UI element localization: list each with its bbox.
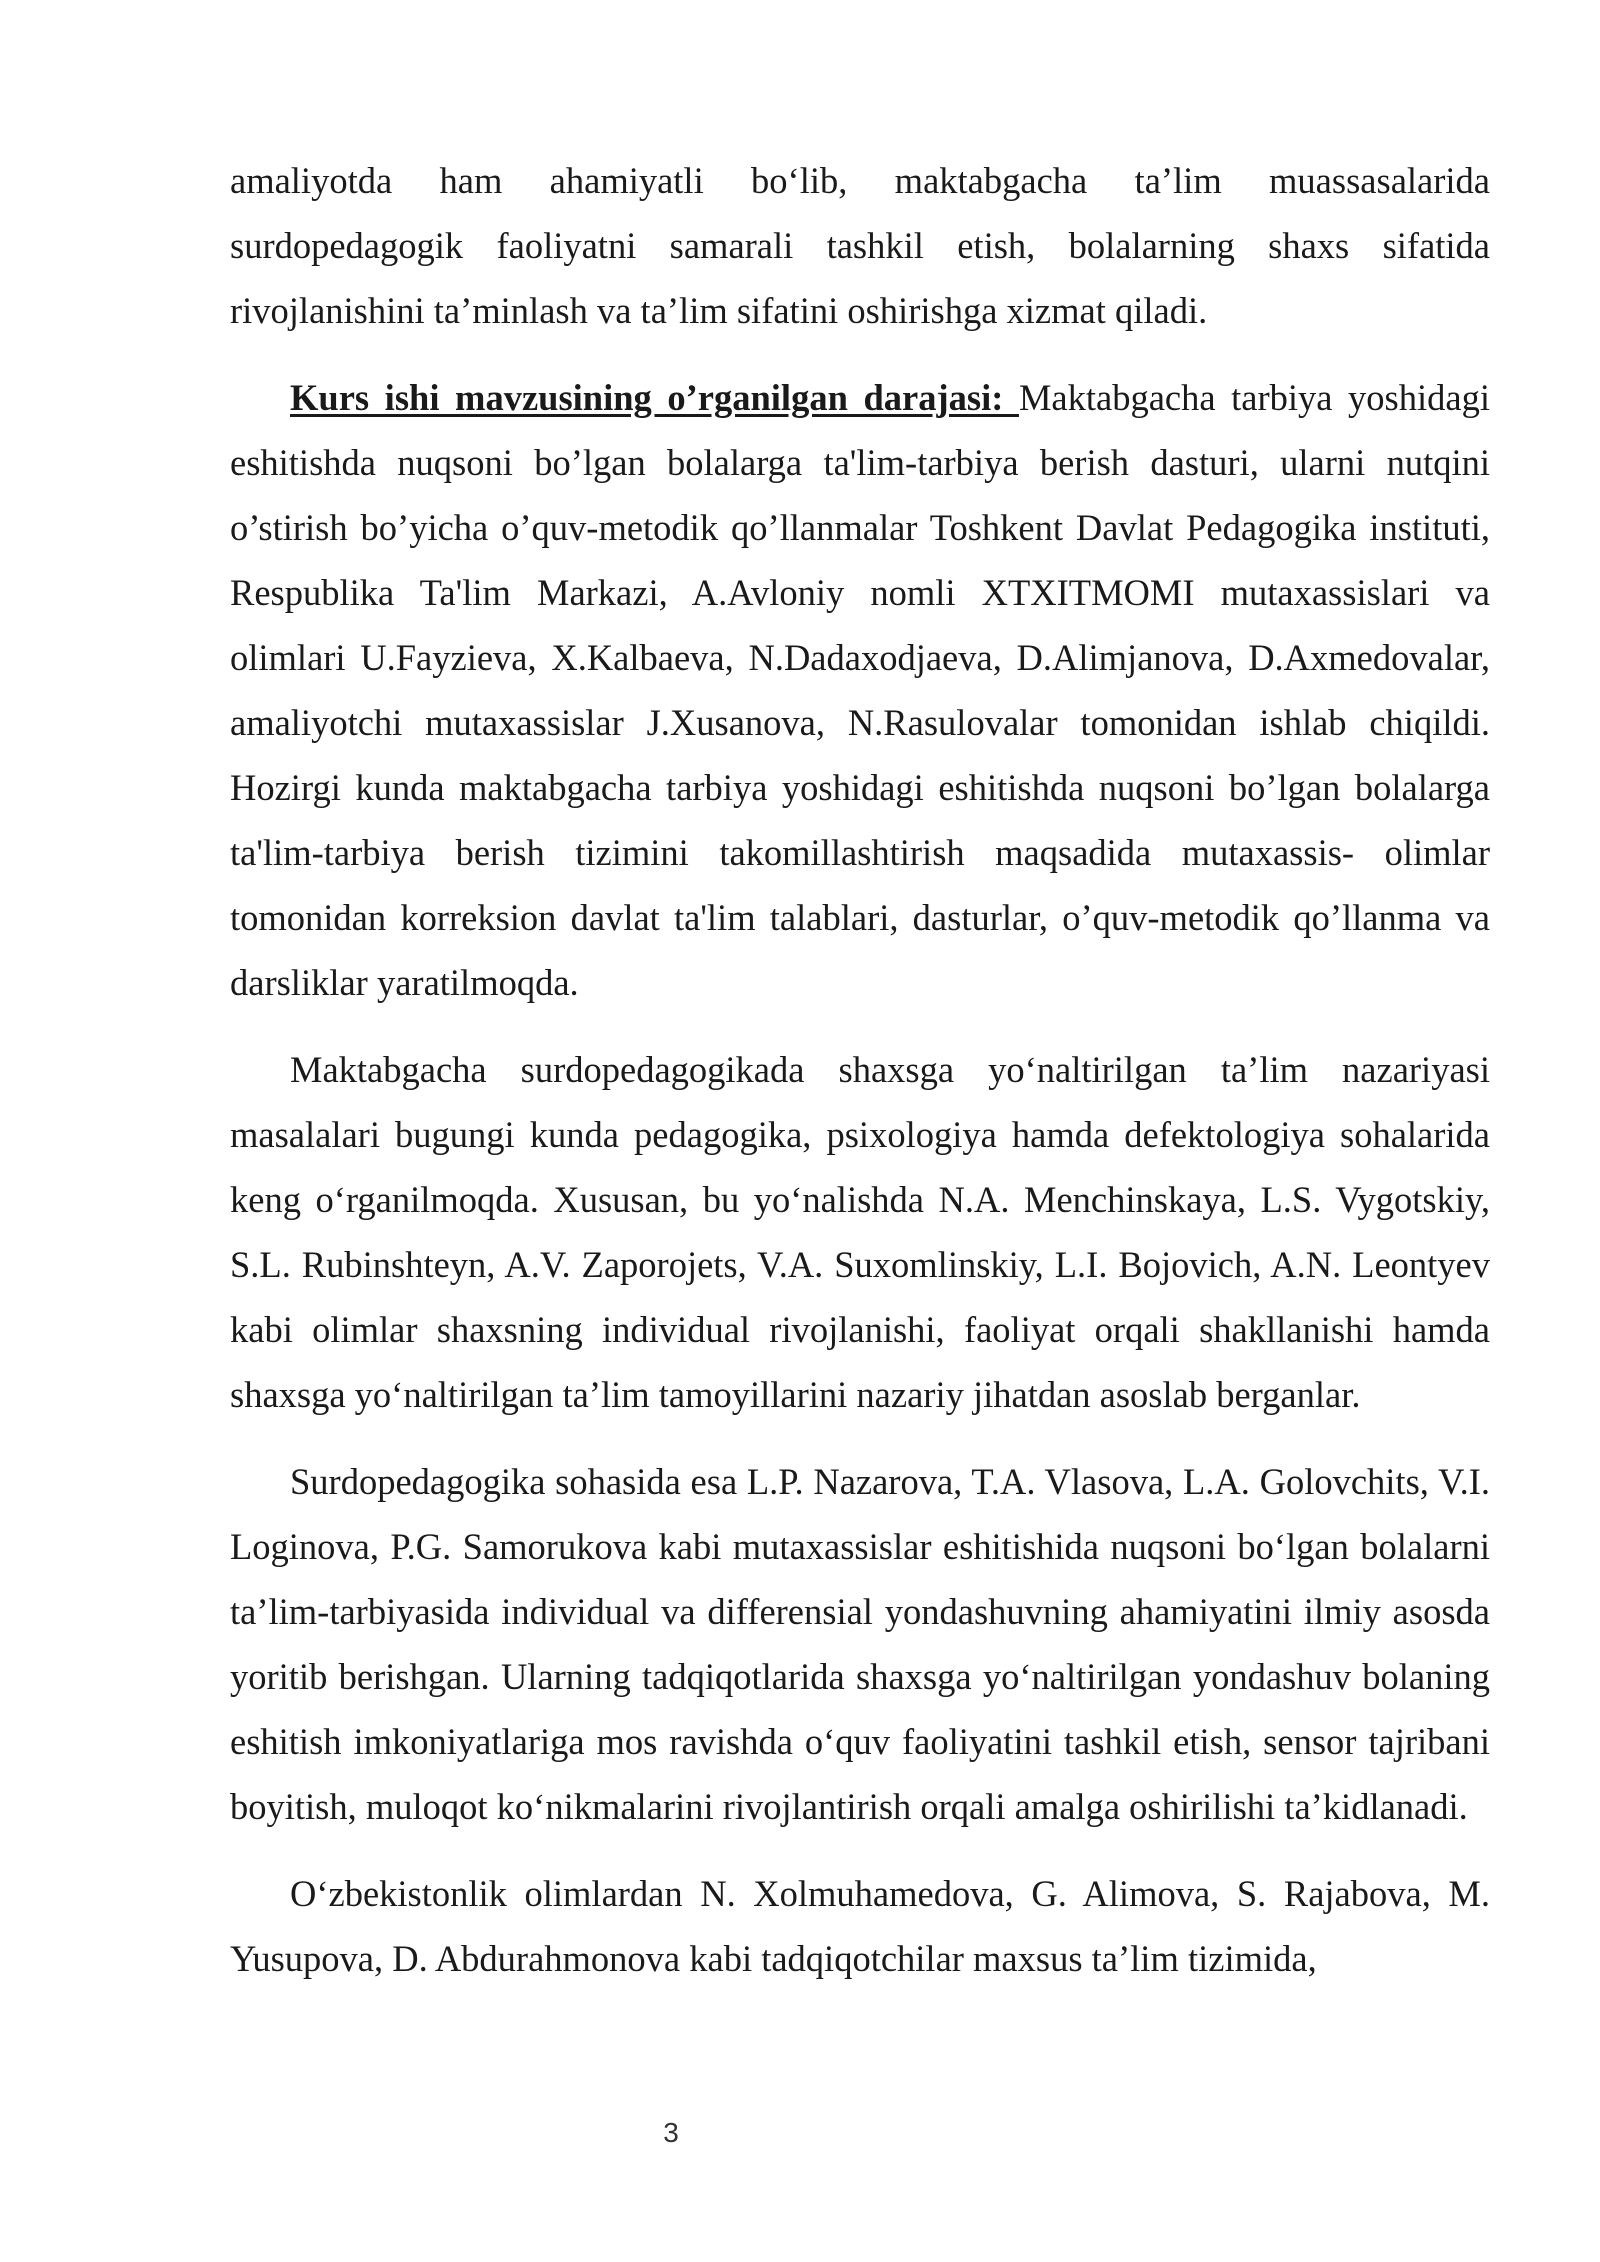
page-number: 3 — [663, 2117, 679, 2148]
paragraph-study-level — [230, 365, 1490, 1015]
paragraph-study-level-text: Maktabgacha tarbiya yoshidagi eshitishda nuqsoni bo’lgan bolalarga ta'lim-tarbiya berish dasturi, ularni nutqini o’stirish bo’yicha o’quv-metodik qo’llanmalar Toshkent Davlat Pedagogika instituti, Respublika Ta'lim Markazi, A.Avloniy nomli XTXITMOMI mutaxassislari va olimlari U.Fayzieva, X.Kalbaeva, N.Dadaxodjaeva, D.Alimjanova, D.Axmedovalar, amaliyotchi mutaxassislar J.Xusanova, N.Rasulovalar tomonidan ishlab chiqildi. Hozirgi kunda maktabgacha tarbiya yoshidagi eshitishda nuqsoni bo’lgan bolalarga ta'lim-tarbiya berish tizimini takomillashtirish maqsadida mutaxassis- olimlar tomonidan korreksion davlat ta'lim talablari, dasturlar, o’quv-metodik qo’llanma va darsliklar yaratilmoqda. — [230, 377, 1490, 1003]
section-heading-inline: Kurs ishi mavzusining o’rganilgan darajasi: — [290, 377, 1019, 418]
paragraph-personality-theory: Maktabgacha surdopedagogikada shaxsga yo‘naltirilgan ta’lim nazariyasi masalalari bugungi kunda pedagogika, psixologiya hamda defektologiya sohalarida keng o‘rganilmoqda. Xususan, bu yo‘nalishda N.A. Menchinskaya, L.S. Vygotskiy, S.L. Rubinshteyn, A.V. Zaporojets, V.A. Suxomlinskiy, L.I. Bojovich, A.N. Leontyev kabi olimlar shaxsning individual rivojlanishi, faoliyat orqali shakllanishi hamda shaxsga yo‘naltirilgan ta’lim tamoyillarini nazariy jihatdan asoslab berganlar. — [230, 1049, 1490, 1415]
document-page — [230, 148, 1490, 1991]
paragraph-uzbek-scholars: O‘zbekistonlik olimlardan N. Xolmuhamedova, G. Alimova, S. Rajabova, M. Yusupova, D. Abdurahmonova kabi tadqiqotchilar maxsus ta’lim tizimida, — [230, 1873, 1490, 1979]
paragraph-continuation: amaliyotda ham ahamiyatli bo‘lib, maktabgacha ta’lim muassasalarida surdopedagogik faoliyatni samarali tashkil etish, bolalarning shaxs sifatida rivojlanishini ta’minlash va ta’lim sifatini oshirishga xizmat qiladi. — [230, 160, 1490, 331]
paragraph-surdopedagogy: Surdopedagogika sohasida esa L.P. Nazarova, T.A. Vlasova, L.A. Golovchits, V.I. Loginova, P.G. Samorukova kabi mutaxassislar eshitishida nuqsoni bo‘lgan bolalarni ta’lim-tarbiyasida individual va differensial yondashuvning ahamiyatini ilmiy asosda yoritib berishgan. Ularning tadqiqotlarida shaxsga yo‘naltirilgan yondashuv bolaning eshitish imkoniyatlariga mos ravishda o‘quv faoliyatini tashkil etish, sensor tajribani boyitish, muloqot ko‘nikmalarini rivojlantirish orqali amalga oshirilishi ta’kidlanadi. — [230, 1461, 1490, 1827]
